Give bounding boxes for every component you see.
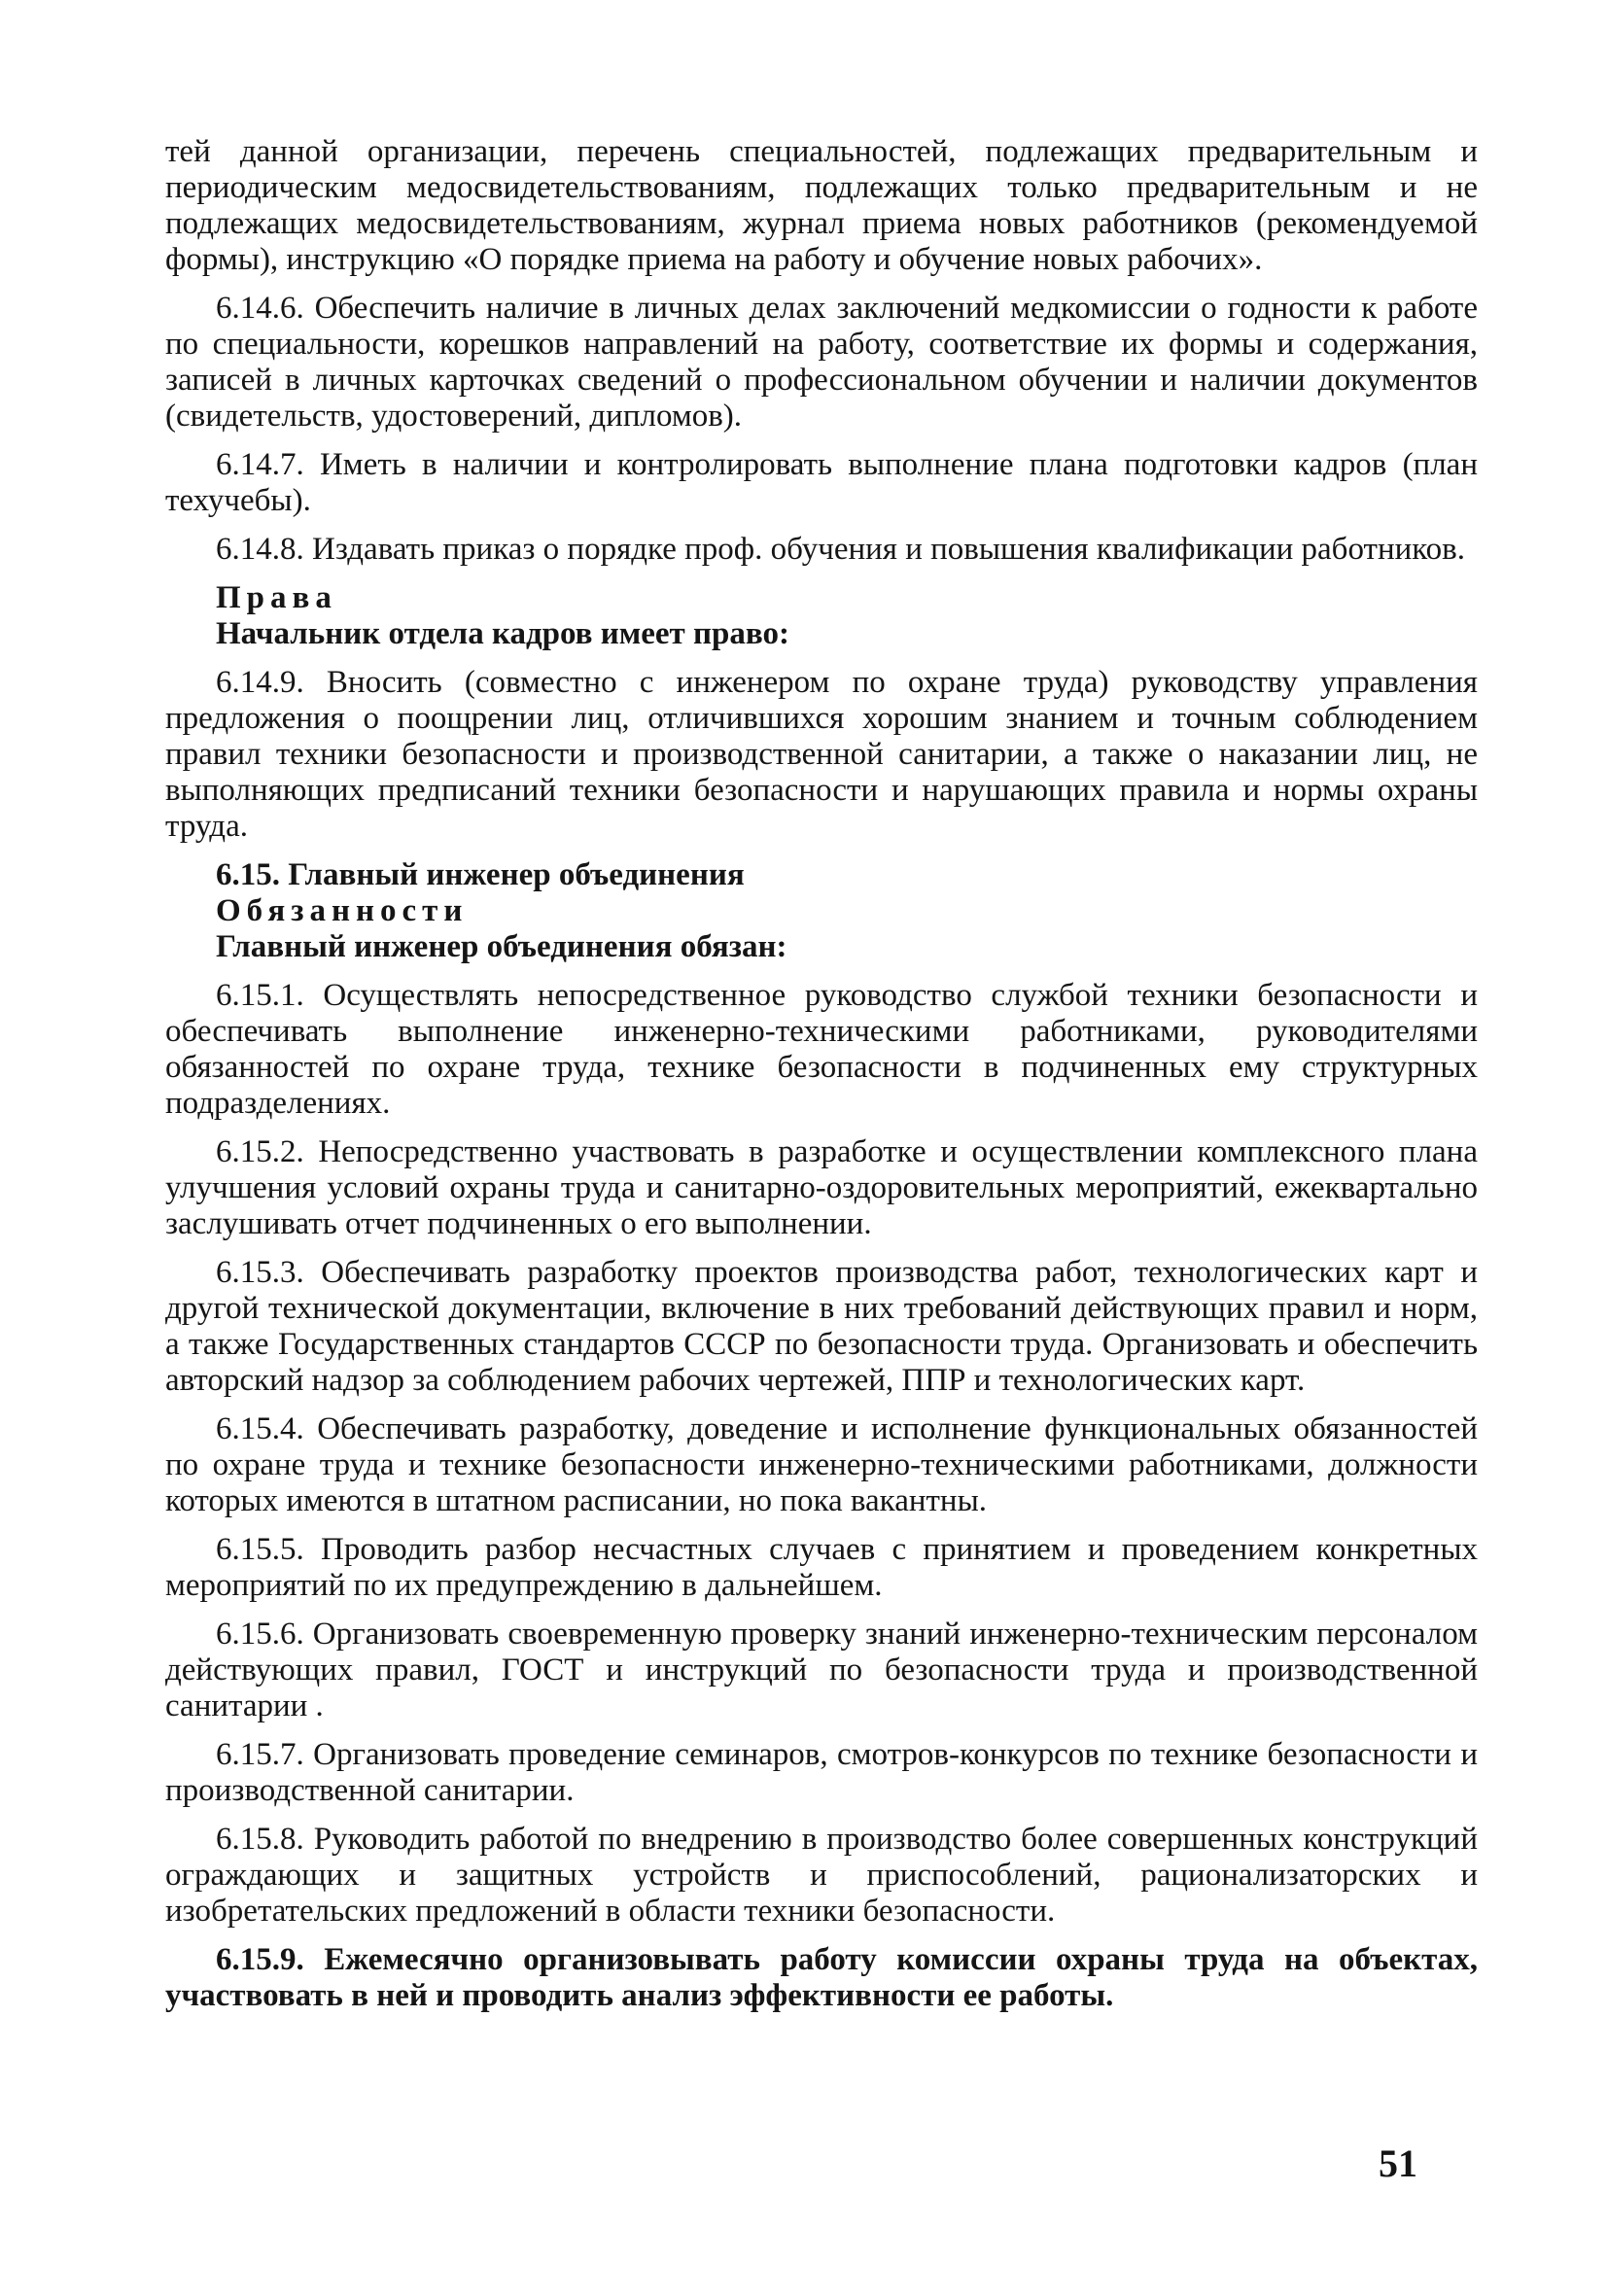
paragraph-6-15-3: 6.15.3. Обеспечивать разработку проектов производства работ, технологических карт и другой технической документации, включение в них требований действующих правил и норм, а также Государственных стандартов СССР по безопасности труда. Организовать и обеспечить авторский надзор за соблюдением рабочих чертежей, ППР и технологических карт.: [165, 1255, 1478, 1398]
paragraph-6-15-5: 6.15.5. Проводить разбор несчастных случаев с принятием и проведением конкретных мероприятий по их предупреждению в дальнейшем.: [165, 1532, 1478, 1603]
page-number: 51: [1379, 2141, 1417, 2185]
subheading-chief-engineer-duties: Главный инженер объединения обязан:: [216, 929, 787, 964]
section-heading-chief-engineer: 6.15. Главный инженер объединения: [216, 857, 745, 892]
paragraph-6-14-7: 6.14.7. Иметь в наличии и контролировать выполнение плана подготовки кадров (план техучебы).: [165, 447, 1478, 518]
section-heading-rights: Права: [216, 580, 337, 615]
paragraph-6-15-8: 6.15.8. Руководить работой по внедрению в производство более совершенных конструкций ограждающих и защитных устройств и приспособлений, рационализаторских и изобретательских предложений в области техники безопасности.: [165, 1822, 1478, 1929]
section-heading-duties: Обязанности: [216, 893, 469, 928]
paragraph-6-15-6: 6.15.6. Организовать своевременную проверку знаний инженерно-техническим персоналом действующих правил, ГОСТ и инструкций по безопасности труда и производственной санитарии .: [165, 1617, 1478, 1723]
paragraph-6-14-9: 6.14.9. Вносить (совместно с инженером по охране труда) руководству управления предложения о поощрении лиц, отличившихся хорошим знанием и точным соблюдением правил техники безопасности и производственной санитарии, а также о наказании лиц, не выполняющих предписаний техники безопасности и нарушающих правила и нормы охраны труда.: [165, 665, 1478, 844]
paragraph-6-14-6: 6.14.6. Обеспечить наличие в личных делах заключений медкомиссии о годности к работе по специальности, корешков направлений на работу, соответствие их формы и содержания, записей в личных карточках сведений о профессиональном обучении и наличии документов (свидетельств, удостоверений, дипломов).: [165, 291, 1478, 434]
paragraph-6-14-8: 6.14.8. Издавать приказ о порядке проф. обучения и повышения квалификации работников.: [216, 532, 1465, 567]
paragraph-6-15-4: 6.15.4. Обеспечивать разработку, доведение и исполнение функциональных обязанностей по охране труда и технике безопасности инженерно-техническими работниками, должности которых имеются в штатном расписании, но пока вакантны.: [165, 1411, 1478, 1518]
subheading-hr-head-rights: Начальник отдела кадров имеет право:: [216, 616, 789, 651]
paragraph-6-15-9: 6.15.9. Ежемесячно организовывать работу комиссии охраны труда на объектах, участвовать в ней и проводить анализ эффективности ее работы.: [165, 1942, 1478, 2013]
document-page: [165, 134, 1478, 2027]
paragraph-6-15-1: 6.15.1. Осуществлять непосредственное руководство службой техники безопасности и обеспечивать выполнение инженерно-техническими работниками, руководителями обязанностей по охране труда, технике безопасности в подчиненных ему структурных подразделениях.: [165, 978, 1478, 1121]
paragraph-6-15-2: 6.15.2. Непосредственно участвовать в разработке и осуществлении комплексного плана улучшения условий охраны труда и санитарно-оздоровительных мероприятий, ежеквартально заслушивать отчет подчиненных о его выполнении.: [165, 1134, 1478, 1241]
paragraph-6-15-7: 6.15.7. Организовать проведение семинаров, смотров-конкурсов по технике безопасности и производственной санитарии.: [165, 1737, 1478, 1808]
paragraph-continuation: тей данной организации, перечень специальностей, подлежащих предварительным и периодическим медосвидетельствованиям, подлежащих только предварительным и не подлежащих медосвидетельствованиям, журнал приема новых работников (рекомендуемой формы), инструкцию «О порядке приема на работу и обучение новых рабочих».: [165, 134, 1478, 277]
